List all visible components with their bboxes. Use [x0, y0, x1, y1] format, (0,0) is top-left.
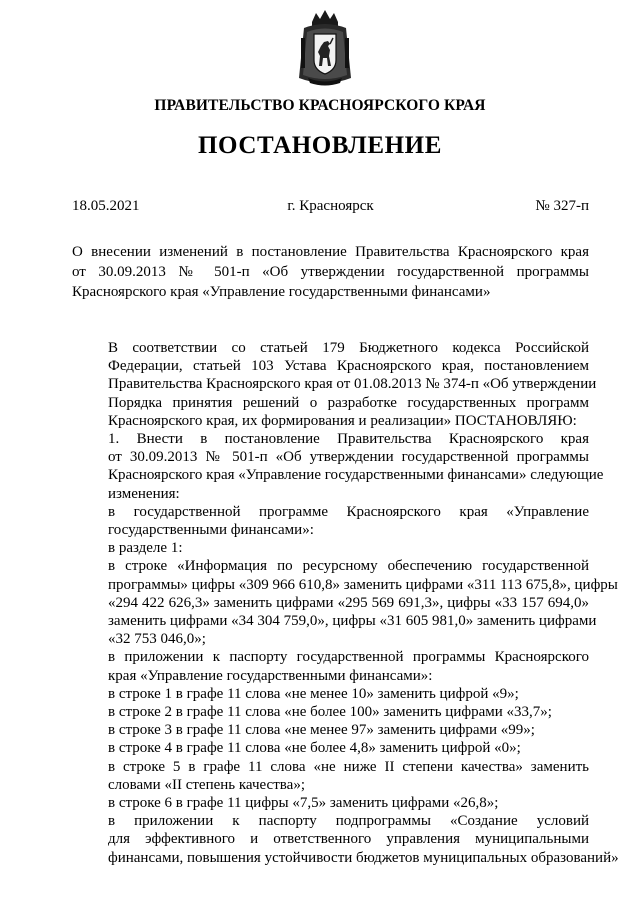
subject-line: О внесении изменений в постановление Правительства Красноярского края — [72, 244, 589, 260]
document-subject — [72, 242, 589, 302]
body-line: в строке 2 в графе 11 слова «не более 100» заменить цифрами «33,7»; — [108, 704, 552, 721]
body-line: в строке «Информация по ресурсному обеспечению государственной — [108, 558, 589, 575]
body-line: Федерации, статьей 103 Устава Красноярского края, постановлением — [108, 358, 589, 375]
body-line: края «Управление государственными финансами»: — [108, 667, 433, 684]
document-body — [72, 339, 619, 867]
body-line: заменить цифрами «34 304 759,0», цифры «31 605 981,0» заменить цифрами — [108, 613, 597, 630]
body-line: Порядка принятия решений о разработке государственных программ — [108, 394, 589, 411]
body-paragraph — [72, 758, 589, 794]
document-city: г. Красноярск — [287, 198, 374, 214]
subject-paragraph — [72, 242, 589, 302]
body-paragraph — [72, 739, 589, 757]
body-line: от 30.09.2013 № 501-п «Об утверждении государственной программы — [108, 449, 589, 466]
body-paragraph — [72, 703, 589, 721]
body-line: 1. Внести в постановление Правительства Красноярского края — [108, 431, 589, 448]
body-line: в государственной программе Красноярского края «Управление — [108, 503, 589, 520]
body-paragraph — [72, 557, 618, 648]
document-date: 18.05.2021 — [72, 198, 140, 214]
coat-of-arms-emblem — [294, 8, 356, 88]
body-line: в строке 1 в графе 11 слова «не менее 10» заменить цифрой «9»; — [108, 685, 519, 702]
body-line: в строке 3 в графе 11 слова «не менее 97» заменить цифрами «99»; — [108, 722, 535, 739]
body-line: в приложении к паспорту государственной программы Красноярского — [108, 649, 589, 666]
body-line: словами «II степень качества»; — [108, 776, 305, 793]
body-line: «294 422 626,3» заменить цифрами «295 569 691,3», цифры «33 157 694,0» — [108, 594, 589, 611]
document-number: № 327-п — [535, 198, 589, 214]
body-paragraph — [72, 430, 604, 503]
body-paragraph — [72, 339, 597, 430]
body-line: В соответствии со статьей 179 Бюджетного кодекса Российской — [108, 340, 589, 356]
subject-line: от 30.09.2013 № 501-п «Об утверждении государственной программы — [72, 264, 589, 280]
body-paragraph — [72, 685, 589, 703]
body-line: программы» цифры «309 966 610,8» заменить цифрами «311 113 675,8», цифры — [108, 576, 618, 593]
body-line: государственными финансами»: — [108, 522, 314, 539]
document-type-title: ПОСТАНОВЛЕНИЕ — [197, 132, 443, 159]
body-line: изменения: — [108, 485, 180, 502]
body-line: Правительства Красноярского края от 01.08.2013 № 374-п «Об утверждении — [108, 376, 597, 393]
government-title: ПРАВИТЕЛЬСТВО КРАСНОЯРСКОГО КРАЯ — [154, 97, 486, 114]
body-paragraph — [72, 539, 589, 557]
body-line: «32 753 046,0»; — [108, 631, 206, 648]
body-paragraph — [72, 812, 619, 867]
body-paragraph — [72, 794, 589, 812]
body-line: в приложении к паспорту подпрограммы «Создание условий — [108, 813, 589, 830]
body-paragraph — [72, 721, 589, 739]
body-paragraph — [72, 503, 589, 539]
body-paragraph — [72, 648, 589, 684]
body-line: Красноярского края, их формирования и реализации» ПОСТАНОВЛЯЮ: — [108, 412, 577, 429]
document-meta-row — [72, 198, 589, 218]
subject-line: Красноярского края «Управление государственными финансами» — [72, 284, 491, 300]
body-line: в строке 5 в графе 11 слова «не ниже II степени качества» заменить — [108, 758, 589, 775]
body-line: для эффективного и ответственного управления муниципальными — [108, 831, 589, 848]
body-line: в строке 6 в графе 11 цифры «7,5» заменить цифрами «26,8»; — [108, 795, 499, 812]
body-line: финансами, повышения устойчивости бюджетов муниципальных образований» — [108, 849, 619, 866]
body-line: в разделе 1: — [108, 540, 183, 557]
body-line: Красноярского края «Управление государственными финансами» следующие — [108, 467, 604, 484]
body-line: в строке 4 в графе 11 слова «не более 4,8» заменить цифрой «0»; — [108, 740, 521, 757]
